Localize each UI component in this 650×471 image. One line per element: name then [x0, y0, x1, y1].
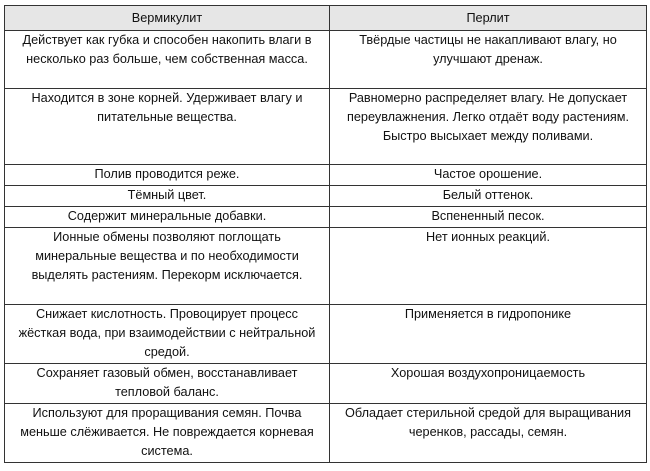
- perlite-cell: Вспененный песок.: [330, 207, 647, 228]
- table-row: [5, 228, 647, 305]
- perlite-cell: Частое орошение.: [330, 165, 647, 186]
- vermiculite-cell: Находится в зоне корней. Удерживает влагу и питательные вещества.: [5, 89, 330, 165]
- perlite-cell: Обладает стерильной средой для выращивания черенков, рассады, семян.: [330, 404, 647, 463]
- table-row: [5, 364, 647, 404]
- table-row: [5, 165, 647, 186]
- perlite-cell: Равномерно распределяет влагу. Не допускает переувлажнения. Легко отдаёт воду растениям. Быстро высыхает между поливами.: [330, 89, 647, 165]
- vermiculite-cell: Используют для проращивания семян. Почва меньше слёживается. Не повреждается корневая система.: [5, 404, 330, 463]
- vermiculite-cell: Полив проводится реже.: [5, 165, 330, 186]
- perlite-cell: Хорошая воздухопроницаемость: [330, 364, 647, 404]
- vermiculite-cell: Сохраняет газовый обмен, восстанавливает тепловой баланс.: [5, 364, 330, 404]
- vermiculite-cell: Содержит минеральные добавки.: [5, 207, 330, 228]
- table-row: [5, 186, 647, 207]
- vermiculite-cell: Действует как губка и способен накопить влаги в несколько раз больше, чем собственная масса.: [5, 31, 330, 89]
- perlite-cell: Белый оттенок.: [330, 186, 647, 207]
- table-row: [5, 89, 647, 165]
- vermiculite-cell: Снижает кислотность. Провоцирует процесс жёсткая вода, при взаимодействии с нейтральной средой.: [5, 305, 330, 364]
- table-row: [5, 31, 647, 89]
- perlite-cell: Применяется в гидропонике: [330, 305, 647, 364]
- vermiculite-cell: Тёмный цвет.: [5, 186, 330, 207]
- comparison-table: [4, 5, 647, 463]
- header-perlite: Перлит: [330, 6, 647, 31]
- table-row: [5, 305, 647, 364]
- header-row: [5, 6, 647, 31]
- table-row: [5, 207, 647, 228]
- table-row: [5, 404, 647, 463]
- vermiculite-cell: Ионные обмены позволяют поглощать минеральные вещества и по необходимости выделять растениям. Перекорм исключается.: [5, 228, 330, 305]
- perlite-cell: Твёрдые частицы не накапливают влагу, но улучшают дренаж.: [330, 31, 647, 89]
- comparison-table-wrapper: [4, 5, 647, 463]
- header-vermiculite: Вермикулит: [5, 6, 330, 31]
- perlite-cell: Нет ионных реакций.: [330, 228, 647, 305]
